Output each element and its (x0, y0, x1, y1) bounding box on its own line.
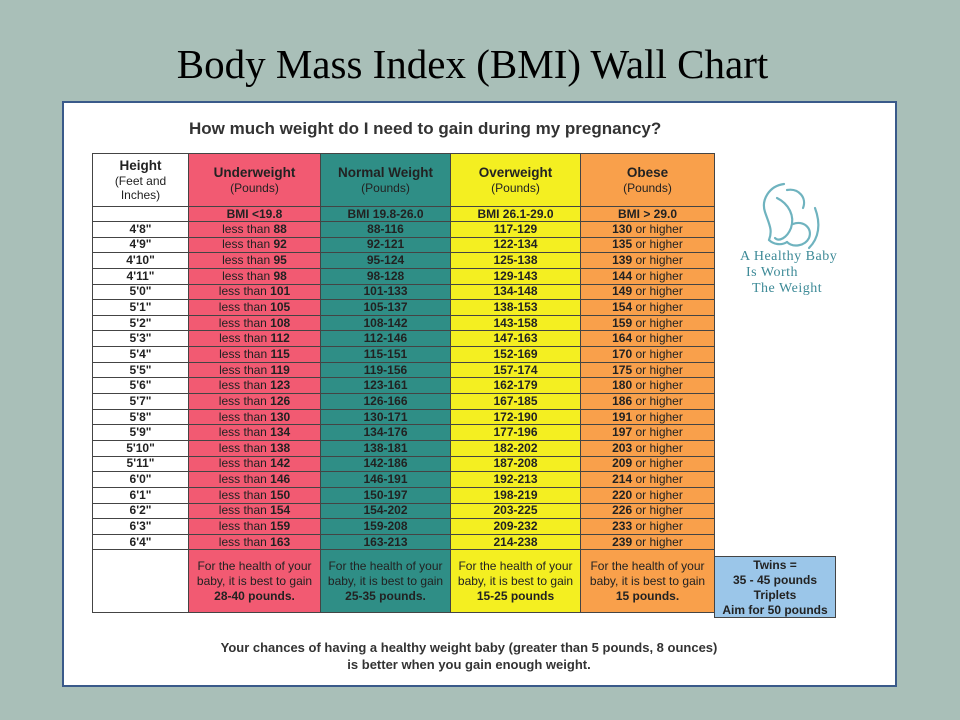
normal-cell: 146-191 (321, 472, 451, 488)
obese-cell: 180 or higher (581, 378, 715, 394)
table-row (93, 347, 715, 363)
table-row (93, 253, 715, 269)
underweight-cell: less than 95 (189, 253, 321, 269)
obese-cell: 239 or higher (581, 534, 715, 550)
overweight-cell: 134-148 (451, 284, 581, 300)
underweight-cell: less than 88 (189, 222, 321, 238)
overweight-cell: 117-129 (451, 222, 581, 238)
obese-cell: 149 or higher (581, 284, 715, 300)
chart-heading: How much weight do I need to gain during my pregnancy? (189, 119, 662, 138)
normal-cell: 115-151 (321, 347, 451, 363)
underweight-cell: less than 123 (189, 378, 321, 394)
obese-cell: 226 or higher (581, 503, 715, 519)
underweight-cell: less than 101 (189, 284, 321, 300)
height-cell: 5'8" (93, 409, 189, 425)
underweight-cell: less than 105 (189, 300, 321, 316)
underweight-cell: less than 115 (189, 347, 321, 363)
footer-overweight: For the health of your baby, it is best to gain 15-25 pounds (451, 550, 581, 613)
footer-empty-cell (93, 550, 189, 613)
normal-cell: 130-171 (321, 409, 451, 425)
normal-cell: 123-161 (321, 378, 451, 394)
bmi-cell-underweight: BMI <19.8 (189, 207, 321, 222)
overweight-cell: 125-138 (451, 253, 581, 269)
height-cell: 5'0" (93, 284, 189, 300)
normal-cell: 119-156 (321, 362, 451, 378)
overweight-cell: 157-174 (451, 362, 581, 378)
table-row (93, 503, 715, 519)
overweight-cell: 152-169 (451, 347, 581, 363)
obese-cell: 170 or higher (581, 347, 715, 363)
twins-box: Twins = 35 - 45 pounds Triplets Aim for 50 pounds (714, 556, 836, 618)
obese-cell: 164 or higher (581, 331, 715, 347)
normal-cell: 134-176 (321, 425, 451, 441)
overweight-cell: 187-208 (451, 456, 581, 472)
footer-underweight: For the health of your baby, it is best to gain 28-40 pounds. (189, 550, 321, 613)
overweight-cell: 182-202 (451, 440, 581, 456)
obese-cell: 144 or higher (581, 268, 715, 284)
underweight-cell: less than 142 (189, 456, 321, 472)
overweight-cell: 214-238 (451, 534, 581, 550)
obese-cell: 191 or higher (581, 409, 715, 425)
height-cell: 5'7" (93, 394, 189, 410)
height-cell: 6'1" (93, 487, 189, 503)
table-row (93, 315, 715, 331)
height-cell: 5'1" (93, 300, 189, 316)
header-underweight: Underweight (Pounds) (189, 154, 321, 207)
underweight-cell: less than 98 (189, 268, 321, 284)
bmi-cell-height (93, 207, 189, 222)
header-height: Height (Feet and Inches) (93, 154, 189, 207)
bmi-cell-obese: BMI > 29.0 (581, 207, 715, 222)
obese-cell: 186 or higher (581, 394, 715, 410)
normal-cell: 138-181 (321, 440, 451, 456)
underweight-cell: less than 134 (189, 425, 321, 441)
height-cell: 6'2" (93, 503, 189, 519)
normal-cell: 150-197 (321, 487, 451, 503)
overweight-cell: 162-179 (451, 378, 581, 394)
normal-cell: 88-116 (321, 222, 451, 238)
underweight-cell: less than 138 (189, 440, 321, 456)
underweight-cell: less than 108 (189, 315, 321, 331)
height-cell: 5'6" (93, 378, 189, 394)
overweight-cell: 143-158 (451, 315, 581, 331)
height-cell: 6'3" (93, 519, 189, 535)
normal-cell: 108-142 (321, 315, 451, 331)
header-obese: Obese (Pounds) (581, 154, 715, 207)
normal-cell: 112-146 (321, 331, 451, 347)
underweight-cell: less than 126 (189, 394, 321, 410)
header-normal-weight: Normal Weight (Pounds) (321, 154, 451, 207)
overweight-cell: 209-232 (451, 519, 581, 535)
obese-cell: 159 or higher (581, 315, 715, 331)
table-row (93, 534, 715, 550)
obese-cell: 220 or higher (581, 487, 715, 503)
underweight-cell: less than 163 (189, 534, 321, 550)
obese-cell: 135 or higher (581, 237, 715, 253)
height-cell: 5'3" (93, 331, 189, 347)
table-row (93, 331, 715, 347)
normal-cell: 101-133 (321, 284, 451, 300)
bmi-cell-normal: BMI 19.8-26.0 (321, 207, 451, 222)
underweight-cell: less than 119 (189, 362, 321, 378)
table-row (93, 284, 715, 300)
underweight-cell: less than 130 (189, 409, 321, 425)
obese-cell: 154 or higher (581, 300, 715, 316)
overweight-cell: 167-185 (451, 394, 581, 410)
height-cell: 6'0" (93, 472, 189, 488)
table-row (93, 300, 715, 316)
height-cell: 4'8" (93, 222, 189, 238)
obese-cell: 175 or higher (581, 362, 715, 378)
normal-cell: 92-121 (321, 237, 451, 253)
normal-cell: 159-208 (321, 519, 451, 535)
height-cell: 4'11" (93, 268, 189, 284)
overweight-cell: 203-225 (451, 503, 581, 519)
height-cell: 5'2" (93, 315, 189, 331)
height-cell: 4'10" (93, 253, 189, 269)
footer-row (93, 550, 715, 613)
height-cell: 5'9" (93, 425, 189, 441)
table-row (93, 394, 715, 410)
table-row (93, 487, 715, 503)
chart-panel (62, 101, 897, 687)
header-overweight: Overweight (Pounds) (451, 154, 581, 207)
table-row (93, 268, 715, 284)
table-row (93, 409, 715, 425)
overweight-cell: 147-163 (451, 331, 581, 347)
overweight-cell: 198-219 (451, 487, 581, 503)
height-cell: 5'4" (93, 347, 189, 363)
logo-text: A Healthy Baby Is Worth The Weight (740, 249, 838, 296)
table-row (93, 456, 715, 472)
normal-cell: 105-137 (321, 300, 451, 316)
overweight-cell: 129-143 (451, 268, 581, 284)
footer-normal: For the health of your baby, it is best to gain 25-35 pounds. (321, 550, 451, 613)
normal-cell: 142-186 (321, 456, 451, 472)
bottom-note: Your chances of having a healthy weight baby (greater than 5 pounds, 8 ounces) is better when you gain enough weight. (220, 640, 718, 672)
normal-cell: 154-202 (321, 503, 451, 519)
obese-cell: 139 or higher (581, 253, 715, 269)
bmi-cell-overweight: BMI 26.1-29.0 (451, 207, 581, 222)
table-row (93, 362, 715, 378)
overweight-cell: 122-134 (451, 237, 581, 253)
footer-obese: For the health of your baby, it is best to gain 15 pounds. (581, 550, 715, 613)
height-cell: 6'4" (93, 534, 189, 550)
obese-cell: 197 or higher (581, 425, 715, 441)
overweight-cell: 192-213 (451, 472, 581, 488)
height-cell: 4'9" (93, 237, 189, 253)
table-row (93, 519, 715, 535)
underweight-cell: less than 92 (189, 237, 321, 253)
overweight-cell: 177-196 (451, 425, 581, 441)
underweight-cell: less than 146 (189, 472, 321, 488)
height-cell: 5'5" (93, 362, 189, 378)
normal-cell: 163-213 (321, 534, 451, 550)
overweight-cell: 172-190 (451, 409, 581, 425)
height-cell: 5'11" (93, 456, 189, 472)
underweight-cell: less than 112 (189, 331, 321, 347)
obese-cell: 233 or higher (581, 519, 715, 535)
obese-cell: 130 or higher (581, 222, 715, 238)
obese-cell: 203 or higher (581, 440, 715, 456)
underweight-cell: less than 154 (189, 503, 321, 519)
normal-cell: 126-166 (321, 394, 451, 410)
table-row (93, 378, 715, 394)
overweight-cell: 138-153 (451, 300, 581, 316)
height-cell: 5'10" (93, 440, 189, 456)
obese-cell: 214 or higher (581, 472, 715, 488)
table-row (93, 472, 715, 488)
table-row (93, 425, 715, 441)
bmi-table (92, 153, 715, 613)
underweight-cell: less than 150 (189, 487, 321, 503)
normal-cell: 98-128 (321, 268, 451, 284)
table-row (93, 237, 715, 253)
obese-cell: 209 or higher (581, 456, 715, 472)
slide-title: Body Mass Index (BMI) Wall Chart (176, 41, 769, 87)
table-row (93, 440, 715, 456)
table-row (93, 222, 715, 238)
underweight-cell: less than 159 (189, 519, 321, 535)
normal-cell: 95-124 (321, 253, 451, 269)
